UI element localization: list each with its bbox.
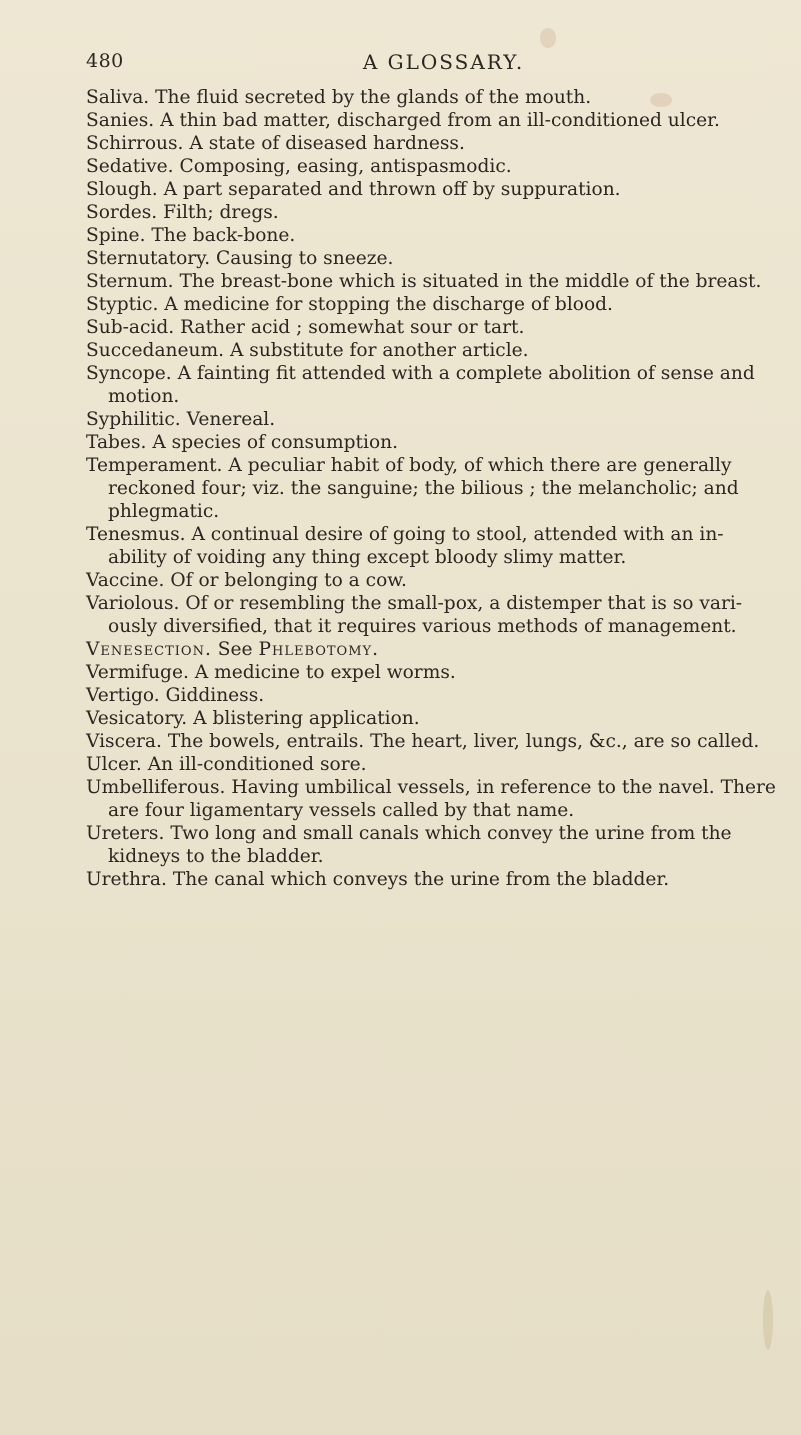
entry-term: Variolous.: [86, 593, 180, 614]
glossary-entry: [86, 730, 776, 753]
entry-term: Vertigo.: [86, 685, 160, 706]
glossary-entry: [86, 408, 776, 431]
paper-stain: [763, 1290, 773, 1350]
glossary-entries: [86, 86, 776, 891]
entry-definition: Of or belonging to a cow.: [170, 570, 407, 591]
entry-term: Vaccine.: [86, 570, 165, 591]
entry-term: Sternum.: [86, 271, 174, 292]
entry-term: Sanies.: [86, 110, 155, 131]
entry-term: Vermifuge.: [86, 662, 189, 683]
entry-definition: A medicine to expel worms.: [194, 662, 456, 683]
glossary-entry: [86, 339, 776, 362]
glossary-entry: [86, 155, 776, 178]
glossary-entry: [86, 431, 776, 454]
glossary-entry: [86, 86, 776, 109]
glossary-entry: [86, 247, 776, 270]
glossary-entry: [86, 109, 776, 132]
entry-definition: Having umbilical vessels, in reference to the navel. There are four ligamentary vessels called by that name.: [108, 777, 776, 821]
running-head: A GLOSSARY.: [362, 50, 525, 74]
entry-term: Spine.: [86, 225, 146, 246]
entry-term: Venesection.: [86, 639, 212, 660]
glossary-entry: [86, 132, 776, 155]
entry-definition: The fluid secreted by the glands of the mouth.: [155, 87, 592, 108]
entry-term: Saliva.: [86, 87, 150, 108]
entry-definition: Giddiness.: [165, 685, 265, 706]
entry-definition: A substitute for another article.: [229, 340, 529, 361]
entry-definition: Causing to sneeze.: [216, 248, 394, 269]
entry-term: Ureters.: [86, 823, 165, 844]
entry-definition: A state of diseased hardness.: [189, 133, 465, 154]
entry-term: Temperament.: [86, 455, 223, 476]
entry-term: Ulcer.: [86, 754, 142, 775]
glossary-entry: [86, 868, 776, 891]
entry-term: Umbelliferous.: [86, 777, 226, 798]
entry-definition: Venereal.: [186, 409, 276, 430]
entry-definition: A fainting fit attended with a complete abolition of sense and motion.: [108, 363, 755, 407]
entry-definition: A thin bad matter, discharged from an ill-conditioned ulcer.: [160, 110, 720, 131]
glossary-entry: [86, 201, 776, 224]
entry-term: Syncope.: [86, 363, 172, 384]
glossary-entry: [86, 454, 776, 523]
entry-definition: A peculiar habit of body, of which there are generally reckoned four; viz. the sanguine; the bilious ; the melancholic; and phlegmatic.: [108, 455, 739, 522]
entry-term: Vesicatory.: [86, 708, 188, 729]
cross-reference: Phlebotomy.: [258, 639, 380, 660]
glossary-entry: [86, 753, 776, 776]
glossary-entry: [86, 293, 776, 316]
entry-term: Urethra.: [86, 869, 167, 890]
entry-term: Styptic.: [86, 294, 159, 315]
entry-definition: An ill-conditioned sore.: [147, 754, 367, 775]
glossary-entry: [86, 523, 776, 569]
entry-term: Sub-acid.: [86, 317, 175, 338]
glossary-entry: [86, 178, 776, 201]
page-header: [86, 50, 761, 80]
glossary-entry: [86, 592, 776, 638]
entry-term: Sordes.: [86, 202, 158, 223]
page-number: 480: [86, 50, 124, 72]
entry-definition: Two long and small canals which convey the urine from the kidneys to the bladder.: [108, 823, 732, 867]
entry-definition: Filth; dregs.: [163, 202, 279, 223]
entry-definition: A part separated and thrown off by suppuration.: [163, 179, 621, 200]
entry-term: Tabes.: [86, 432, 147, 453]
glossary-entry: [86, 270, 776, 293]
entry-definition: Rather acid ; somewhat sour or tart.: [180, 317, 525, 338]
entry-term: Sternutatory.: [86, 248, 211, 269]
glossary-entry: [86, 707, 776, 730]
entry-definition: A continual desire of going to stool, attended with an in-ability of voiding any thing except bloody slimy matter.: [108, 524, 724, 568]
glossary-entry: [86, 822, 776, 868]
glossary-entry: [86, 569, 776, 592]
glossary-entry: [86, 661, 776, 684]
entry-term: Schirrous.: [86, 133, 184, 154]
entry-term: Tenesmus.: [86, 524, 186, 545]
entry-definition: A medicine for stopping the discharge of blood.: [164, 294, 613, 315]
glossary-entry: [86, 638, 776, 661]
entry-definition: A blistering application.: [193, 708, 420, 729]
entry-definition: The bowels, entrails. The heart, liver, lungs, &c., are so called.: [167, 731, 760, 752]
entry-definition: A species of consumption.: [152, 432, 399, 453]
glossary-entry: [86, 224, 776, 247]
paper-stain: [540, 28, 556, 48]
entry-term: Viscera.: [86, 731, 162, 752]
glossary-entry: [86, 684, 776, 707]
entry-term: Syphilitic.: [86, 409, 181, 430]
entry-term: Slough.: [86, 179, 158, 200]
entry-definition: Composing, easing, antispasmodic.: [179, 156, 512, 177]
entry-definition: See: [217, 639, 253, 660]
entry-definition: The breast-bone which is situated in the middle of the breast.: [179, 271, 762, 292]
glossary-entry: [86, 776, 776, 822]
entry-term: Succedaneum.: [86, 340, 225, 361]
glossary-entry: [86, 316, 776, 339]
entry-term: Sedative.: [86, 156, 174, 177]
entry-definition: Of or resembling the small-pox, a distemper that is so vari-ously diversified, that it requires various methods of management.: [108, 593, 743, 637]
glossary-entry: [86, 362, 776, 408]
entry-definition: The back-bone.: [151, 225, 296, 246]
entry-definition: The canal which conveys the urine from the bladder.: [172, 869, 670, 890]
